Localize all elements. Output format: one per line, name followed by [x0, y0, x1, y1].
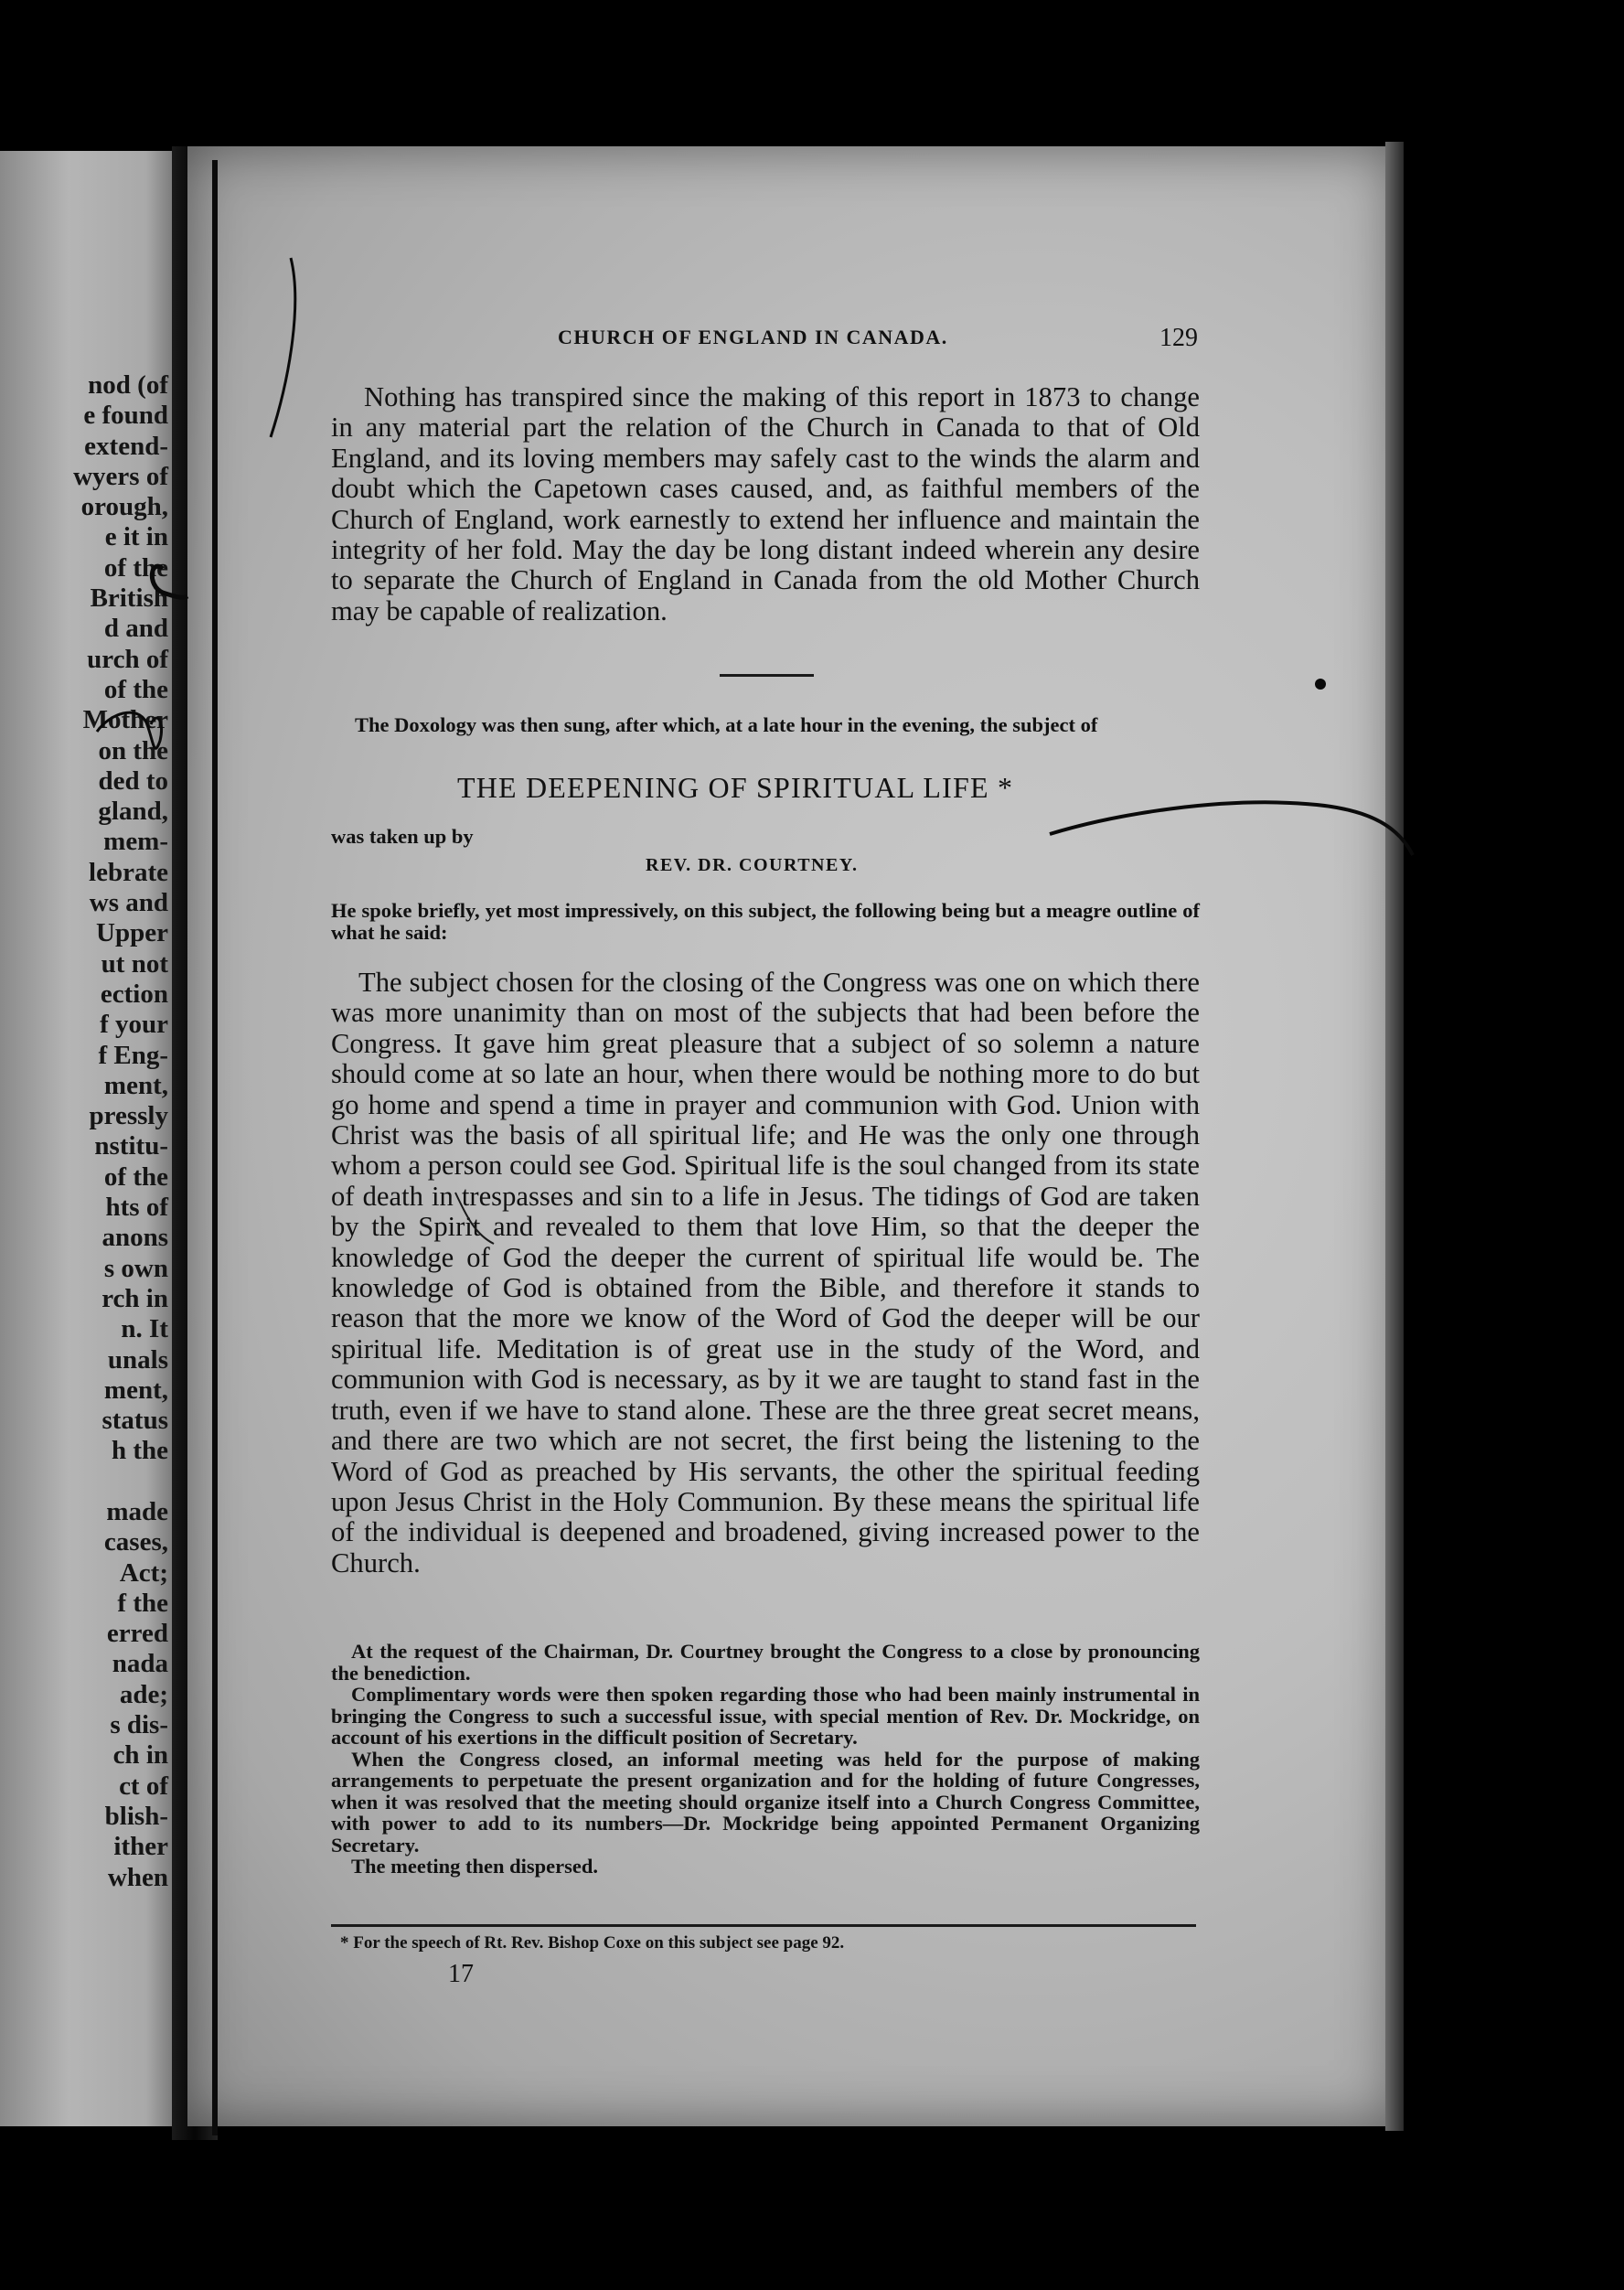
left-page-line: ade; [119, 1679, 168, 1709]
left-page-line: Act; [119, 1557, 168, 1588]
closing-paragraph-dispersed: The meeting then dispersed. [351, 1855, 598, 1878]
intro-paragraph: Nothing has transpired since the making of this report in 1873 to change in any material part the relation of the Church in Canada to that of Old England, and its loving members may safely cast to the winds the alarm and doubt which the Capetown cases caused, and, as faithful members of the Church of England, work earnestly to extend her influence and maintain the integrity of her fold. May the day be long distant indeed wherein any desire to separate the Church of England in Canada from the old Mother Church may be capable of realization. [331, 381, 1200, 626]
left-page-line: status [102, 1406, 168, 1436]
left-page-line: hts of [105, 1193, 168, 1223]
left-page-line: ded to [98, 765, 168, 796]
left-page-line: e found [83, 401, 168, 431]
left-page-line [0, 1467, 168, 1497]
page-number: 129 [1159, 324, 1198, 352]
left-page-line: Upper [96, 918, 168, 948]
left-page-line: orough, [80, 492, 168, 522]
left-page-line: anons [102, 1223, 168, 1253]
left-page-line: nod (of [88, 370, 168, 400]
speech-intro: He spoke briefly, yet most impressively, on this subject, the following being but a meagre outline of what he said: [331, 899, 1200, 944]
left-page-line: erred [106, 1619, 168, 1649]
closing-paragraph-committee: When the Congress closed, an informal meeting was held for the purpose of making arrangements to perpetuate the present organization and for the holding of future Congresses, when it was resolved that the meeting should organize itself into a Church Congress Committee, with power to add to its numbers—Dr. Mockridge being appointed Permanent Organizing Secretary. [331, 1747, 1200, 1857]
left-page-line: Mother [82, 705, 168, 735]
left-page-line: f Eng- [98, 1040, 168, 1070]
left-page-line: pressly [89, 1101, 168, 1131]
left-page-line: f the [117, 1588, 168, 1618]
left-facing-page [0, 151, 172, 2126]
closing-paragraph-thanks: Complimentary words were then spoken regarding those who had been mainly instrumental in bringing the Congress to such a successful issue, with special mention of Rev. Dr. Mockridge, on account of his exertions in the difficult position of Secretary. [331, 1683, 1200, 1749]
page-header [558, 326, 1198, 358]
left-page-line: mem- [103, 827, 168, 857]
left-page-line: of the [103, 1161, 168, 1192]
left-page-line: lebrate [89, 857, 168, 887]
left-page-line: ment, [103, 1375, 168, 1405]
left-page-line: nstitu- [94, 1131, 168, 1161]
left-page-line: unals [107, 1344, 168, 1375]
left-page-line: ither [113, 1832, 168, 1862]
left-page-line: extend- [84, 431, 168, 461]
left-page-line: urch of [87, 644, 168, 674]
left-page-line: ct of [119, 1771, 168, 1801]
left-page-line: ch in [112, 1740, 168, 1771]
doxology-text: The Doxology was then sung, after which, at a late hour in the evening, the subject of [355, 713, 1098, 736]
left-page-line: cases, [103, 1527, 168, 1557]
left-page-line: wyers of [73, 461, 168, 491]
fold-line [212, 160, 218, 2135]
left-page-line: of the [103, 674, 168, 704]
left-page-line: e it in [104, 522, 168, 552]
running-head: CHURCH OF ENGLAND IN CANADA. [558, 326, 948, 348]
left-page-line: d and [103, 614, 168, 644]
left-page-line: of the [103, 552, 168, 583]
left-page-line: s dis- [110, 1710, 168, 1740]
section-divider [720, 674, 814, 677]
left-page-line: ws and [89, 888, 168, 918]
left-page-line: when [107, 1862, 168, 1892]
left-page-line: made [106, 1496, 168, 1526]
left-page-line: f your [100, 1010, 168, 1040]
printer-signature-mark: 17 [448, 1960, 474, 1988]
left-page-line: British [90, 583, 168, 614]
taken-up-text: was taken up by [331, 825, 474, 848]
speaker-name: REV. DR. COURTNEY. [646, 855, 859, 875]
section-title: THE DEEPENING OF SPIRITUAL LIFE * [457, 771, 1014, 804]
left-page-line: rch in [102, 1283, 168, 1313]
left-page-line: nada [112, 1649, 168, 1679]
closing-paragraphs [331, 1641, 1200, 1878]
page-edge [1385, 142, 1404, 2131]
footnote: * For the speech of Rt. Rev. Bishop Coxe on this subject see page 92. [340, 1933, 845, 1953]
left-page-line: ection [100, 979, 168, 1009]
left-page-line: n. It [121, 1314, 168, 1344]
footnote-rule [331, 1924, 1196, 1927]
left-page-line: on the [98, 735, 168, 765]
left-page-line: ut not [101, 948, 168, 979]
closing-paragraph-benediction: At the request of the Chairman, Dr. Courtney brought the Congress to a close by pronouncing the benediction. [331, 1640, 1200, 1685]
left-page-text [0, 370, 168, 1893]
speech-paragraph: The subject chosen for the closing of the Congress was one on which there was more unanimity than on most of the subjects that had been before the Congress. It gave him great pleasure that a subject of so solemn a nature should come at so late an hour, when there would be nothing more to do but go home and spend a time in prayer and communion with God. Union with Christ was the basis of all spiritual life; and He was the only one through whom a person could see God. Spiritual life is the soul changed from its state of death in trespasses and sin to a life in Jesus. The tidings of God are taken by the Spirit and revealed to them that love Him, so that the deeper the knowledge of God the deeper the current of spiritual life would be. The knowledge of God is obtained from the Bible, and therefore it stands to reason that the more we know of the Word of God the deeper will be our spiritual life. Meditation is of great use in the study of the Word, and communion with God is necessary, as by it we are taught to stand fast in the truth, even if we have to stand alone. These are the three great secret means, and there are two which are not secret, the first being the listening to the Word of God as preached by His servants, the other the spiritual feeding upon Jesus Christ in the Holy Communion. By these means the spiritual life of the individual is deepened and broadened, giving increased power to the Church. [331, 967, 1200, 1578]
left-page-line: ment, [103, 1070, 168, 1100]
left-page-line: h the [111, 1436, 168, 1466]
left-page-line: blish- [104, 1801, 168, 1831]
left-page-line: s own [103, 1253, 168, 1283]
left-page-line: gland, [98, 797, 168, 827]
